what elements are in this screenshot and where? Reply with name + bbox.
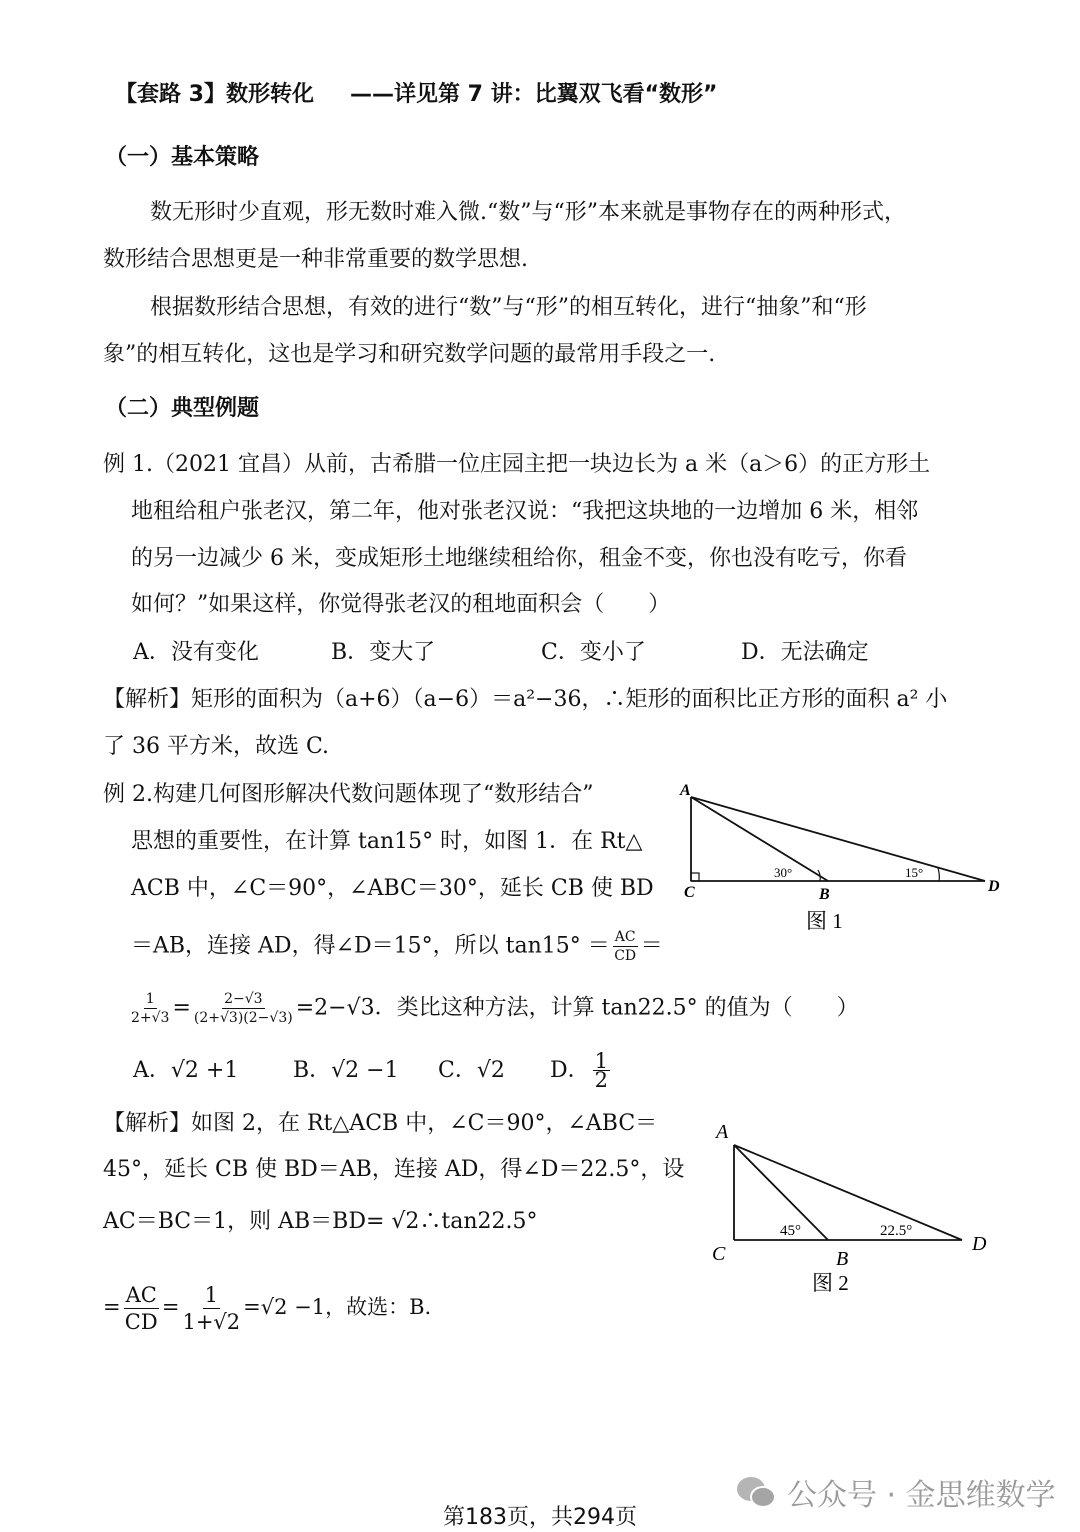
example1-solution: 【解析】矩形的面积为（a+6）（a−6）＝a²−36，∴矩形的面积比正方形的面积 a² 小 <box>103 687 948 712</box>
angle-label: 30° <box>774 865 793 880</box>
option-b: B．变大了 <box>331 640 436 665</box>
example1-line: 地租给租户张老汉，第二年，他对张老汉说：“我把这块地的一边增加 6 米，相邻 <box>131 499 919 524</box>
example1-options <box>133 638 869 668</box>
option-b: B．√2 −1 <box>293 1057 399 1083</box>
example2-line: ＝AB，连接 AD，得∠D＝15°，所以 tan15° ＝ $\frac{AC}{CD}$ ＝ <box>131 929 663 964</box>
fraction: $\frac{1}{1+√2}$ <box>182 1283 241 1334</box>
example2-solution: 【解析】如图 2，在 Rt△ACB 中，∠C＝90°，∠ABC＝ <box>103 1111 658 1136</box>
label-a: A <box>680 782 691 799</box>
angle-label: 22.5° <box>880 1223 913 1239</box>
option-d: D．无法确定 <box>741 640 869 665</box>
label-d: D <box>972 1233 987 1255</box>
label-d: D <box>988 878 1000 895</box>
figure-1 <box>670 775 1010 940</box>
fraction: $\frac{AC}{CD}$ <box>124 1283 158 1334</box>
label-b: B <box>836 1248 849 1270</box>
example2-line: 例 2.构建几何图形解决代数问题体现了“数形结合” <box>103 782 594 807</box>
example2-line: ACB 中，∠C＝90°，∠ABC＝30°，延长 CB 使 BD <box>131 876 654 901</box>
option-c: C．√2 <box>438 1057 505 1083</box>
section-title: 【套路 3】数形转化 ——详见第 7 讲：比翼双飞看“数形” <box>115 82 718 107</box>
fraction: $\frac{2-√3}{(2+√3)(2-√3)}$ <box>193 991 293 1026</box>
option-a: A．没有变化 <box>133 640 259 665</box>
angle-label: 45° <box>780 1223 801 1239</box>
label-c: C <box>712 1243 726 1265</box>
heading-examples: （二）典型例题 <box>105 396 260 421</box>
paragraph-line: 数形结合思想更是一种非常重要的数学思想. <box>103 247 528 272</box>
example2-solution: AC＝BC＝1，则 AB＝BD= √2∴tan22.5° <box>103 1209 538 1234</box>
label-b: B <box>819 886 830 903</box>
paragraph-line: 根据数形结合思想，有效的进行“数”与“形”的相互转化，进行“抽象”和“形 <box>150 295 867 320</box>
example2-solution: 45°，延长 CB 使 BD＝AB，连接 AD，得∠D＝22.5°，设 <box>103 1157 685 1182</box>
label-c: C <box>684 884 695 901</box>
page-footer: 第183页，共294页 <box>443 1505 637 1530</box>
fraction-ac-cd: $\frac{AC}{CD}$ <box>614 929 637 964</box>
example2-options <box>133 1049 613 1092</box>
paragraph-line: 数无形时少直观，形无数时难入微.“数”与“形”本来就是事物存在的两种形式， <box>150 200 906 225</box>
example1-line: 的另一边减少 6 米，变成矩形土地继续租给你，租金不变，你也没有吃亏，你看 <box>131 546 907 571</box>
figure-caption: 图 1 <box>806 909 843 933</box>
example1-solution: 了 36 平方米，故选 C. <box>103 734 330 759</box>
example2-line: 思想的重要性，在计算 tan15° 时，如图 1．在 Rt△ <box>131 829 643 854</box>
figure-2 <box>700 1115 1000 1300</box>
example1-line: 例 1.（2021 宜昌）从前，古希腊一位庄园主把一块边长为 a 米（a＞6）的正方形土 <box>103 452 931 477</box>
option-d: D． $\frac{1}{2}$ <box>550 1049 609 1092</box>
paragraph-line: 象”的相互转化，这也是学习和研究数学问题的最常用手段之一. <box>103 342 716 367</box>
watermark: 公众号 · 金思维数学 <box>735 1470 1056 1514</box>
example1-line: 如何？”如果这样，你觉得张老汉的租地面积会（ ） <box>131 592 671 617</box>
figure-caption: 图 2 <box>812 1271 849 1295</box>
angle-label: 15° <box>905 865 924 880</box>
option-a: A．√2 +1 <box>133 1057 239 1083</box>
option-c: C．变小了 <box>541 640 646 665</box>
example2-solution-equation: = $\frac{AC}{CD}$ = $\frac{1}{1+√2}$ =√2 −1，故选：B. <box>103 1283 432 1334</box>
label-a: A <box>716 1121 729 1143</box>
fraction: $\frac{1}{2+√3}$ <box>131 991 170 1026</box>
heading-basic-strategy: （一）基本策略 <box>105 145 260 170</box>
example2-equation: $\frac{1}{2+√3}$ = $\frac{2-√3}{(2+√3)(2-√3)}$ =2−√3．类比这种方法，计算 tan22.5° 的值为（ ） <box>131 991 859 1026</box>
